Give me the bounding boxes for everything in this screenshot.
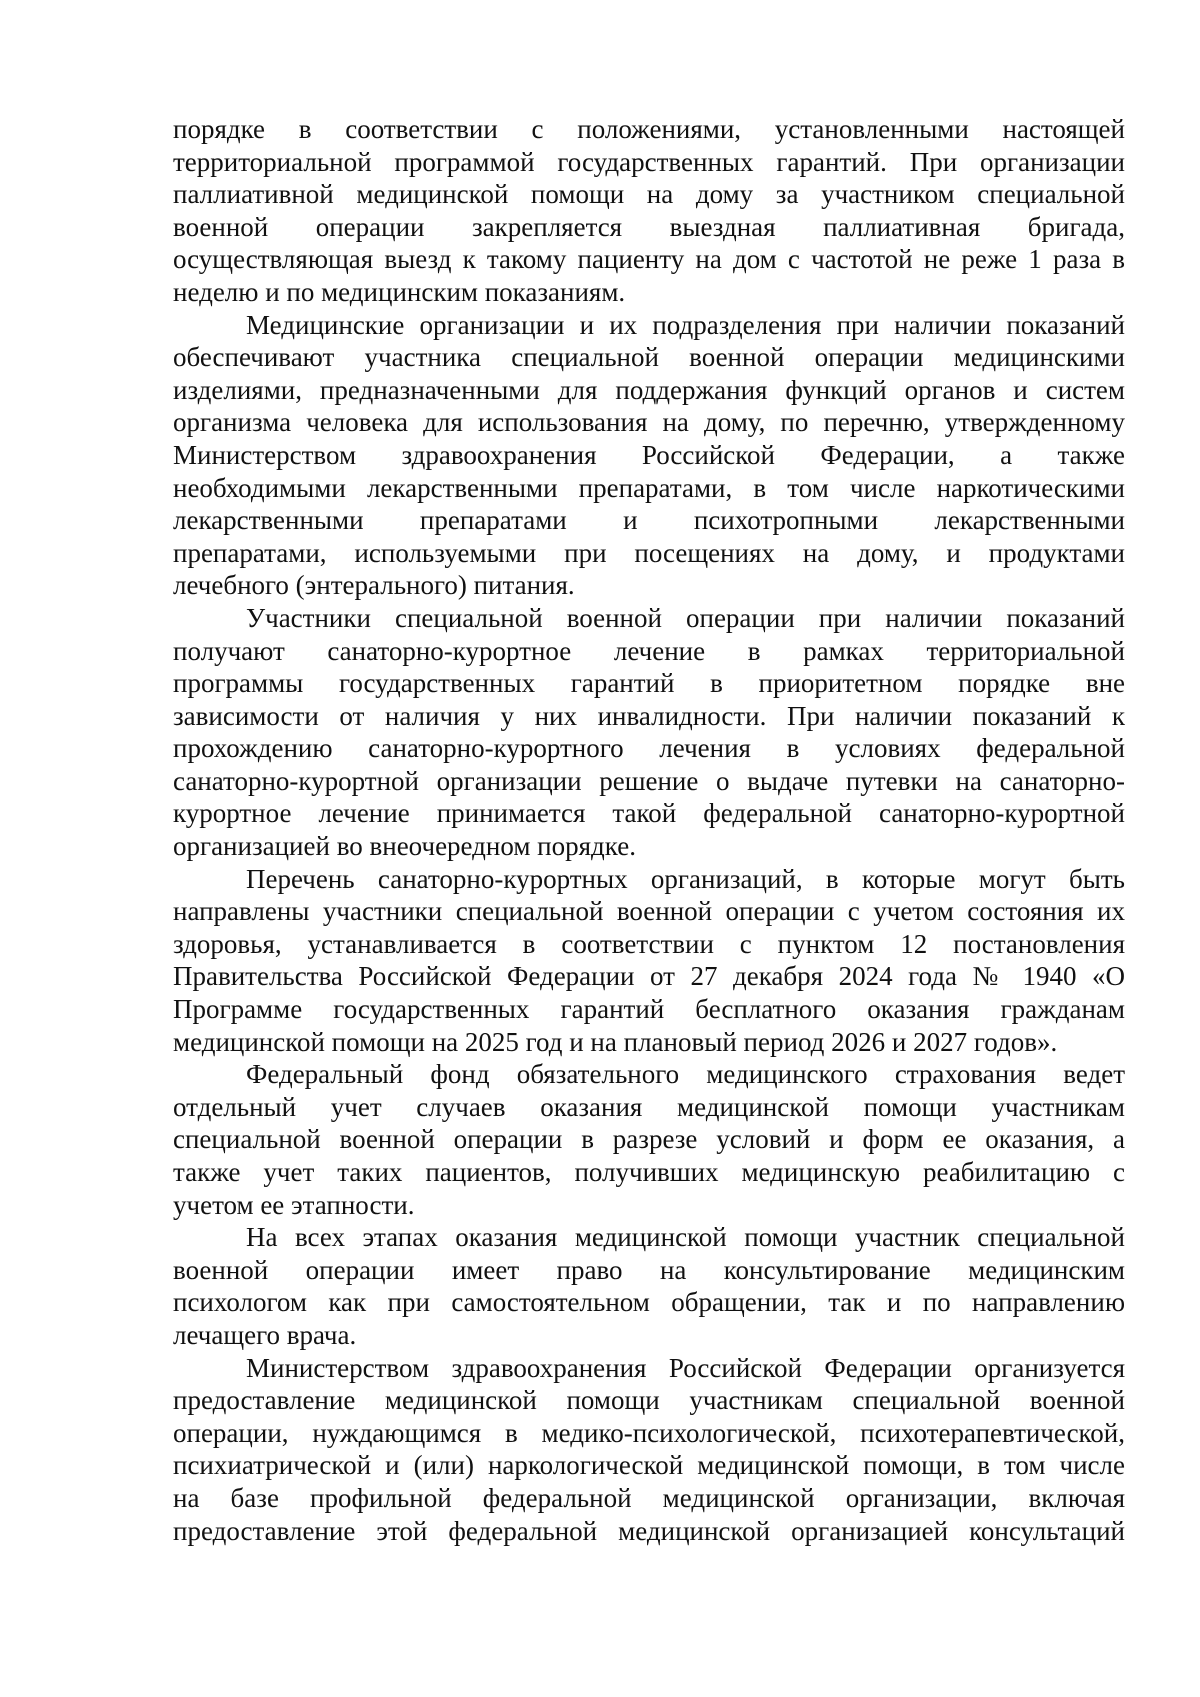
text-line: зависимости от наличия у них инвалидности. При наличии показаний к xyxy=(173,700,1125,731)
text-line: учетом ее этапности. xyxy=(173,1189,415,1220)
text-line: Министерством здравоохранения Российской Федерации организуется xyxy=(246,1352,1125,1383)
text-line: неделю и по медицинским показаниям. xyxy=(173,276,626,307)
text-line: здоровья, устанавливается в соответствии с пунктом 12 постановления xyxy=(173,928,1125,959)
text-line: на базе профильной федеральной медицинской организации, включая xyxy=(173,1482,1125,1513)
text-line: На всех этапах оказания медицинской помощи участник специальной xyxy=(246,1222,1125,1253)
text-line: препаратами, используемыми при посещениях на дому, и продуктами xyxy=(173,537,1125,568)
text-line: направлены участники специальной военной операции с учетом состояния их xyxy=(173,896,1125,927)
text-line: курортное лечение принимается такой федеральной санаторно-курортной xyxy=(173,798,1125,829)
text-line: военной операции закрепляется выездная паллиативная бригада, xyxy=(173,211,1125,242)
text-line: военной операции имеет право на консультирование медицинским xyxy=(173,1254,1125,1285)
text-line: Участники специальной военной операции при наличии показаний xyxy=(246,602,1125,633)
paragraph xyxy=(173,1352,1125,1548)
paragraph xyxy=(173,309,1125,602)
text-line: получают санаторно-курортное лечение в рамках территориальной xyxy=(173,635,1125,666)
text-line: психиатрической и (или) наркологической медицинской помощи, в том числе xyxy=(173,1450,1125,1481)
text-line: Программе государственных гарантий бесплатного оказания гражданам xyxy=(173,994,1125,1025)
text-line: Перечень санаторно-курортных организаций, в которые могут быть xyxy=(246,863,1125,894)
text-line: медицинской помощи на 2025 год и на плановый период 2026 и 2027 годов». xyxy=(173,1026,1058,1057)
text-line: изделиями, предназначенными для поддержания функций органов и систем xyxy=(173,374,1125,405)
text-line: лекарственными препаратами и психотропными лекарственными xyxy=(173,505,1125,536)
text-line: специальной военной операции в разрезе условий и форм ее оказания, а xyxy=(173,1124,1125,1155)
text-line: Правительства Российской Федерации от 27 декабря 2024 года № 1940 «О xyxy=(173,961,1125,992)
text-line: санаторно-курортной организации решение о выдаче путевки на санаторно- xyxy=(173,765,1125,796)
text-line: Федеральный фонд обязательного медицинского страхования ведет xyxy=(246,1059,1125,1090)
paragraph xyxy=(173,113,1125,309)
text-line: паллиативной медицинской помощи на дому за участником специальной xyxy=(173,179,1125,210)
text-line: программы государственных гарантий в приоритетном порядке вне xyxy=(173,668,1125,699)
text-line: территориальной программой государственных гарантий. При организации xyxy=(173,146,1125,177)
paragraph xyxy=(173,602,1125,863)
text-line: порядке в соответствии с положениями, установленными настоящей xyxy=(173,114,1125,144)
text-line: психологом как при самостоятельном обращении, так и по направлению xyxy=(173,1287,1125,1318)
text-line: предоставление медицинской помощи участникам специальной военной xyxy=(173,1385,1125,1416)
text-line: отдельный учет случаев оказания медицинской помощи участникам xyxy=(173,1091,1125,1122)
paragraph xyxy=(173,863,1125,1059)
text-line: также учет таких пациентов, получивших медицинскую реабилитацию с xyxy=(173,1157,1125,1187)
text-line: Министерством здравоохранения Российской Федерации, а также xyxy=(173,439,1125,470)
text-line: обеспечивают участника специальной военной операции медицинскими xyxy=(173,342,1125,373)
text-line: осуществляющая выезд к такому пациенту на дом с частотой не реже 1 раза в xyxy=(173,244,1125,275)
paragraph xyxy=(173,1221,1125,1351)
document-body xyxy=(173,113,1125,1547)
text-line: необходимыми лекарственными препаратами, в том числе наркотическими xyxy=(173,472,1125,503)
paragraph xyxy=(173,1058,1125,1221)
text-line: лечащего врача. xyxy=(173,1319,357,1350)
text-line: Медицинские организации и их подразделения при наличии показаний xyxy=(246,309,1125,340)
text-line: прохождению санаторно-курортного лечения в условиях федеральной xyxy=(173,733,1125,764)
text-line: организацией во внеочередном порядке. xyxy=(173,831,636,862)
text-line: операции, нуждающимся в медико-психологической, психотерапевтической, xyxy=(173,1417,1125,1448)
text-line: лечебного (энтерального) питания. xyxy=(173,570,575,601)
text-line: организма человека для использования на дому, по перечню, утвержденному xyxy=(173,407,1125,438)
text-line: предоставление этой федеральной медицинской организацией консультаций xyxy=(173,1515,1125,1546)
